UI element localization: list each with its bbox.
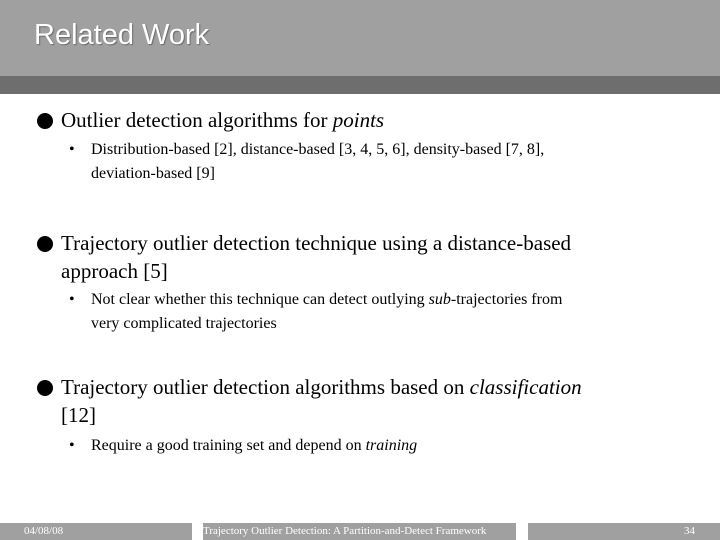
bullet-3-sub-text-emph: training [365, 437, 418, 454]
bullet-2-sub-text-emph: sub [428, 291, 451, 308]
bullet-3-line-2: [12] [61, 403, 96, 427]
bullet-1-text [61, 106, 384, 134]
bullet-2-line-2: approach [5] [61, 259, 168, 283]
bullet-1-sub-line-2: deviation-based [9] [91, 165, 215, 182]
bullet-icon [37, 380, 53, 396]
title-bar [0, 0, 720, 76]
bullet-1-text-main: Outlier detection algorithms for [61, 108, 333, 132]
bullet-3-text-main: Trajectory outlier detection algorithms based on [61, 375, 470, 399]
footer-date: 04/08/08 [24, 525, 64, 537]
bullet-2-sub-line-1 [91, 288, 562, 312]
sub-bullet-dot: • [69, 437, 75, 454]
footer-title: Trajectory Outlier Detection: A Partition-and-Detect Framework [203, 525, 487, 537]
bullet-icon [37, 113, 53, 129]
bullet-icon [37, 236, 53, 252]
sub-bullet-dot: • [69, 141, 75, 158]
bullet-1-text-emph: points [332, 108, 385, 132]
slide-title: Related Work [34, 19, 210, 51]
bullet-2-sub-text-a: Not clear whether this technique can detect outlying [91, 291, 429, 308]
bullet-3-line-1 [61, 373, 582, 401]
page-number: 34 [684, 525, 695, 537]
bullet-2-sub-line-2: very complicated trajectories [91, 315, 277, 332]
bullet-2-line-1: Trajectory outlier detection technique using a distance-based [61, 231, 572, 255]
sub-bullet-dot: • [69, 291, 75, 308]
bullet-2-sub-text-b: -trajectories from [450, 291, 563, 308]
bullet-3-text-emph: classification [469, 375, 582, 399]
title-rule [0, 76, 720, 94]
bullet-3-sub-line-1 [91, 434, 417, 458]
bullet-1-sub-line-1: Distribution-based [2], distance-based [3, 4, 5, 6], density-based [7, 8], [91, 141, 545, 158]
bullet-3-sub-text-main: Require a good training set and depend on [91, 437, 366, 454]
